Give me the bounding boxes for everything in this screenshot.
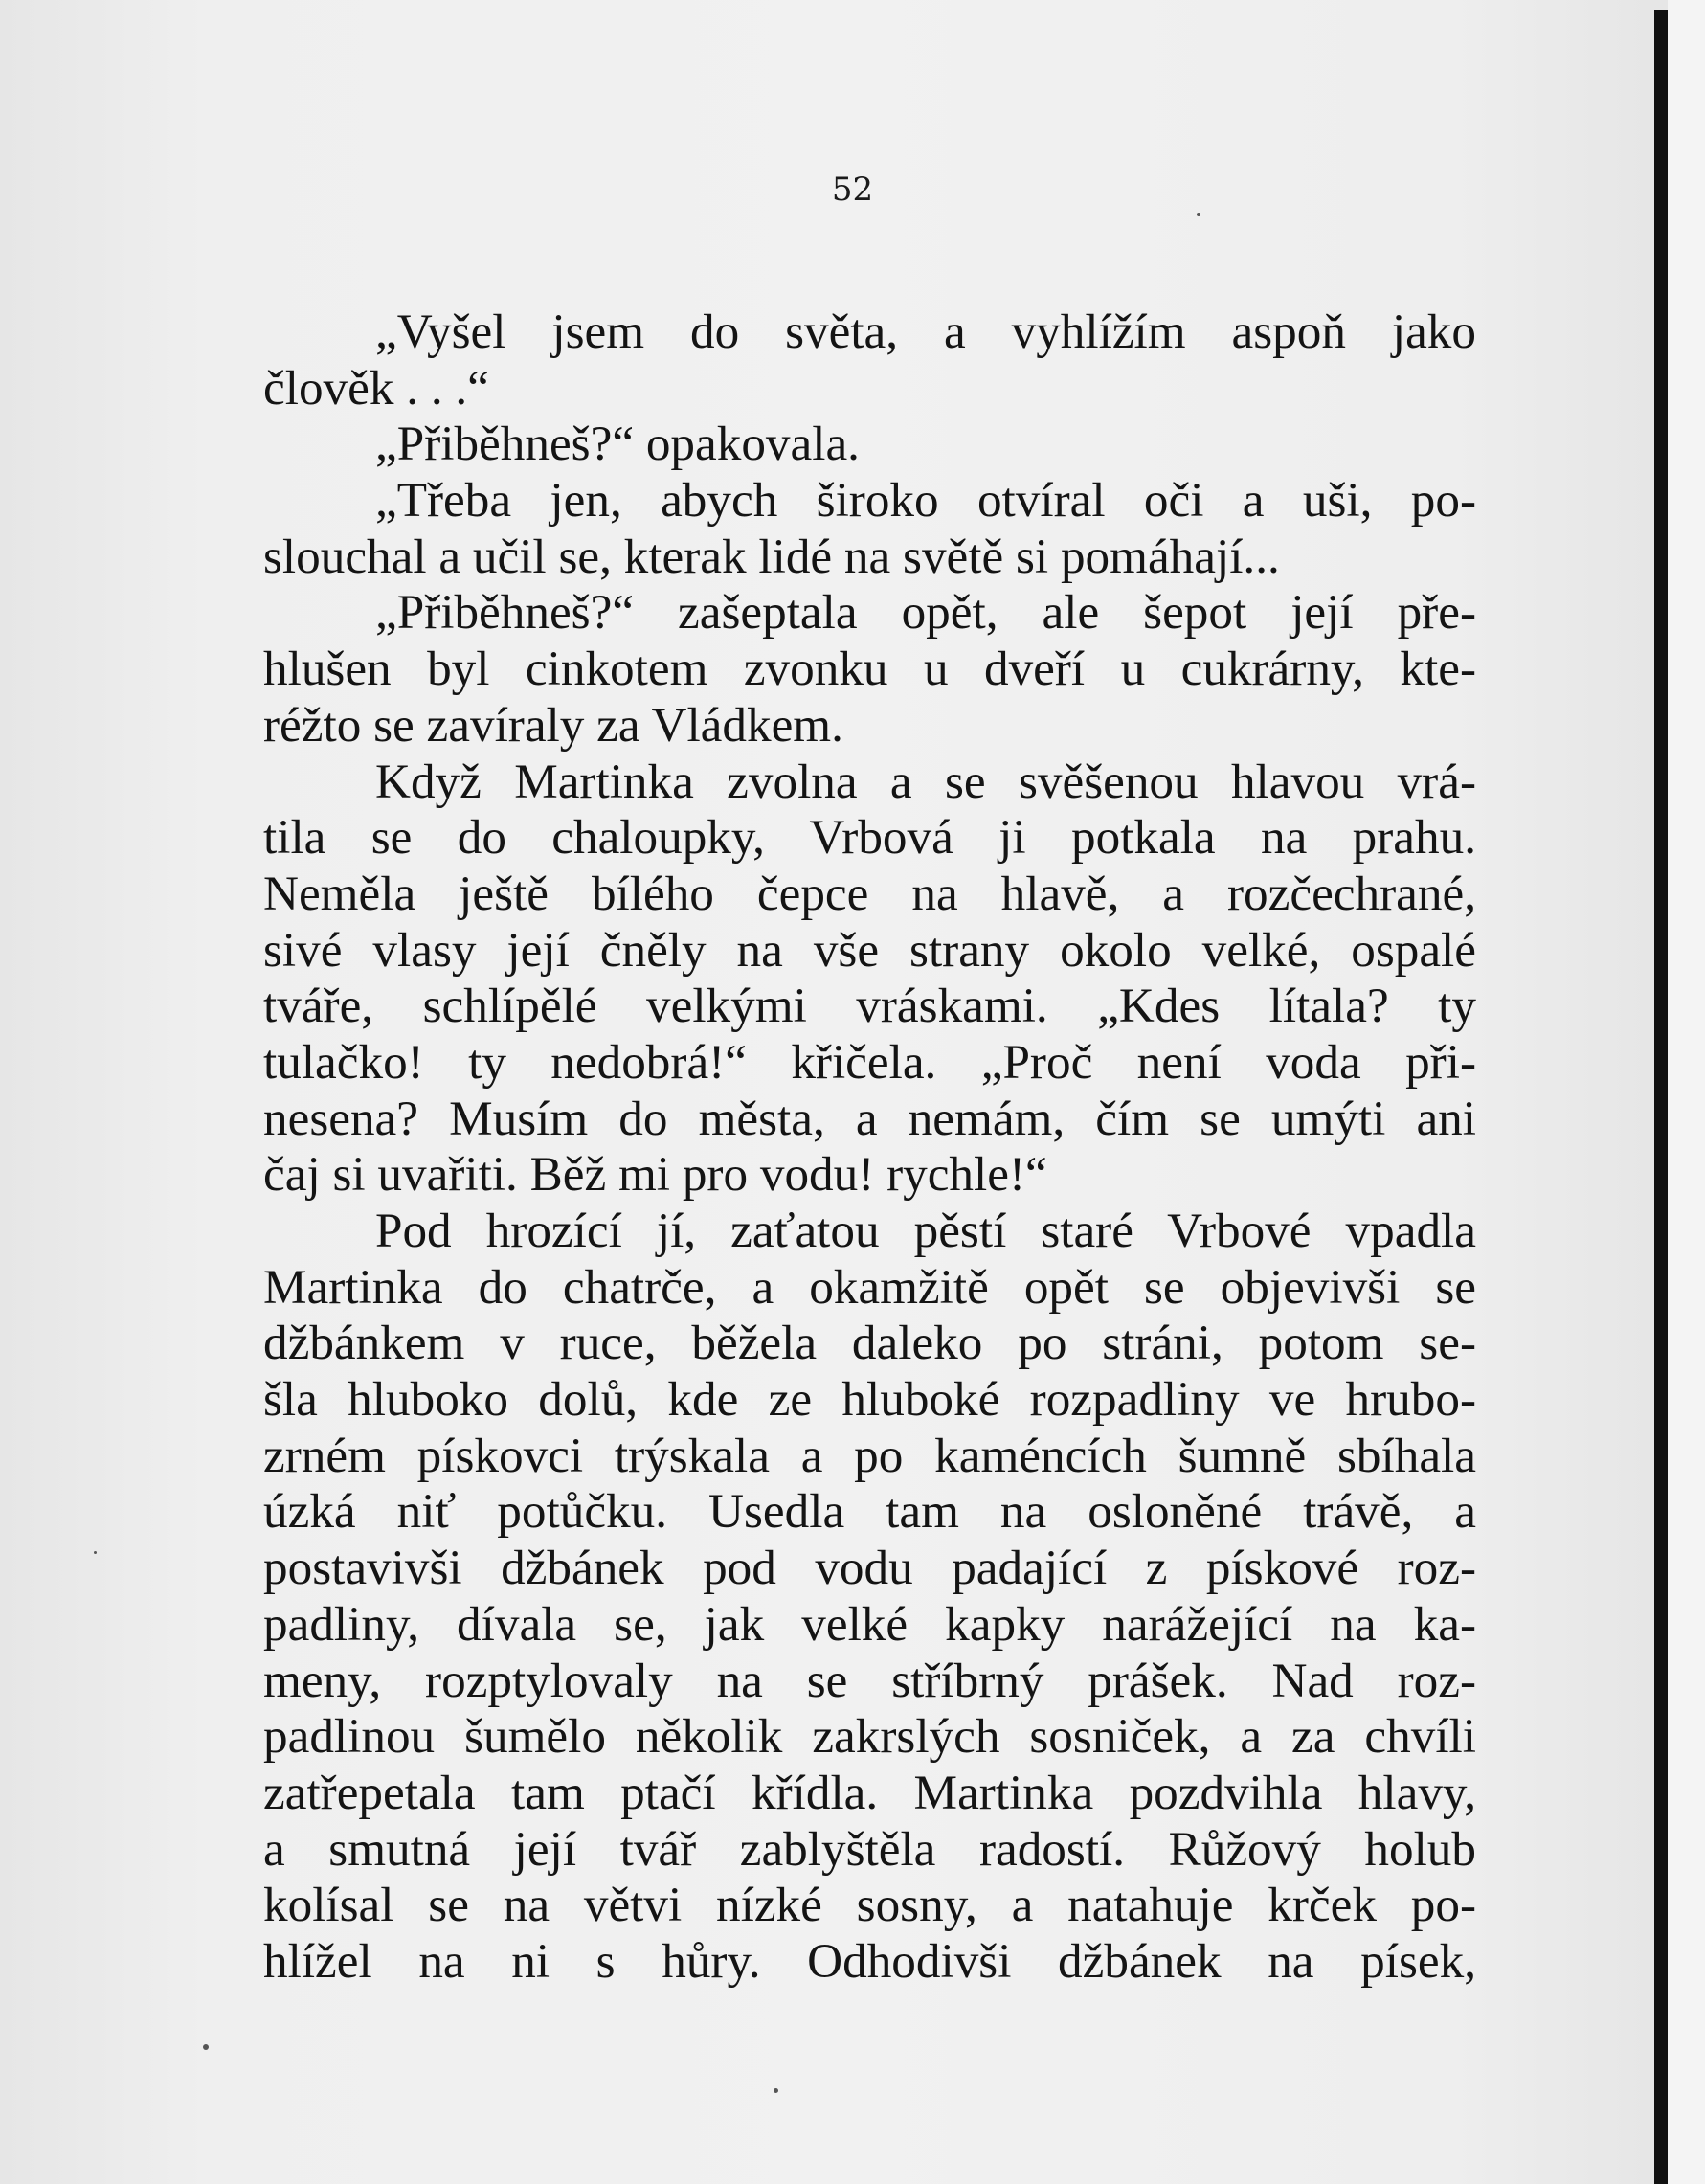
text-line: zrném pískovci trýskala a po kaméncích šumně sbíhala — [263, 1428, 1476, 1483]
text-line: džbánkem v ruce, běžela daleko po stráni, potom se- — [263, 1316, 1476, 1371]
text-line: člověk . . .“ — [263, 360, 489, 416]
text-line: „Třeba jen, abych široko otvíral oči a uši, po- — [375, 473, 1476, 529]
text-line: čaj si uvařiti. Běž mi pro vodu! rychle!“ — [263, 1147, 1047, 1203]
text-line: sivé vlasy její čněly na vše strany okolo velké, ospalé — [263, 922, 1476, 978]
text-line: slouchal a učil se, kterak lidé na světě si pomáhají... — [263, 529, 1280, 584]
text-line: tila se do chaloupky, Vrbová ji potkala na prahu. — [263, 810, 1476, 866]
text-line: „Přiběhneš?“ opakovala. — [375, 417, 860, 472]
body-text — [263, 304, 1476, 1991]
text-line: Když Martinka zvolna a se svěšenou hlavou vrá- — [375, 754, 1476, 809]
text-line: padliny, dívala se, jak velké kapky narážející na ka- — [263, 1596, 1476, 1652]
scan-speck — [203, 2044, 209, 2050]
page-number: 52 — [831, 170, 874, 209]
scan-speck — [1197, 213, 1200, 216]
text-line: hlušen byl cinkotem zvonku u dveří u cukrárny, kte- — [263, 642, 1476, 697]
text-line: tváře, schlípělé velkými vráskami. „Kdes lítala? ty — [263, 979, 1476, 1034]
text-line: meny, rozptylovaly na se stříbrný prášek. Nad roz- — [263, 1653, 1476, 1708]
text-line: kolísal se na větvi nízké sosny, a natahuje krček po- — [263, 1878, 1476, 1933]
text-line: „Přiběhneš?“ zašeptala opět, ale šepot její pře- — [375, 585, 1476, 641]
scan-speck — [774, 2088, 778, 2093]
text-line: nesena? Musím do města, a nemám, čím se umýti ani — [263, 1091, 1476, 1146]
text-line: a smutná její tvář zablyštěla radostí. Růžový holub — [263, 1821, 1476, 1877]
text-line: tulačko! ty nedobrá!“ křičela. „Proč není voda při- — [263, 1034, 1476, 1090]
scan-edge-shadow — [1654, 10, 1668, 2184]
text-line: padlinou šumělo několik zakrslých sosniček, a za chvíli — [263, 1709, 1476, 1765]
text-line: Pod hrozící jí, zaťatou pěstí staré Vrbové vpadla — [375, 1204, 1476, 1258]
text-line: úzká niť potůčku. Usedla tam na osloněné trávě, a — [263, 1484, 1476, 1540]
text-line: zatřepetala tam ptačí křídla. Martinka pozdvihla hlavy, — [263, 1765, 1476, 1820]
text-line: Neměla ještě bílého čepce na hlavě, a rozčechrané, — [263, 866, 1476, 921]
text-line: hlížel na ni s hůry. Odhodivši džbánek na písek, — [263, 1933, 1476, 1989]
scan-speck — [94, 1551, 97, 1554]
text-line: „Vyšel jsem do světa, a vyhlížím aspoň jako — [375, 304, 1476, 359]
text-line: šla hluboko dolů, kde ze hluboké rozpadliny ve hrubo- — [263, 1372, 1476, 1428]
scan-margin-strip — [1668, 0, 1705, 2184]
text-line: réžto se zavíraly za Vládkem. — [263, 697, 843, 753]
text-line: Martinka do chatrče, a okamžitě opět se objevivši se — [263, 1259, 1476, 1315]
text-line: postavivši džbánek pod vodu padající z pískové roz- — [263, 1541, 1476, 1596]
